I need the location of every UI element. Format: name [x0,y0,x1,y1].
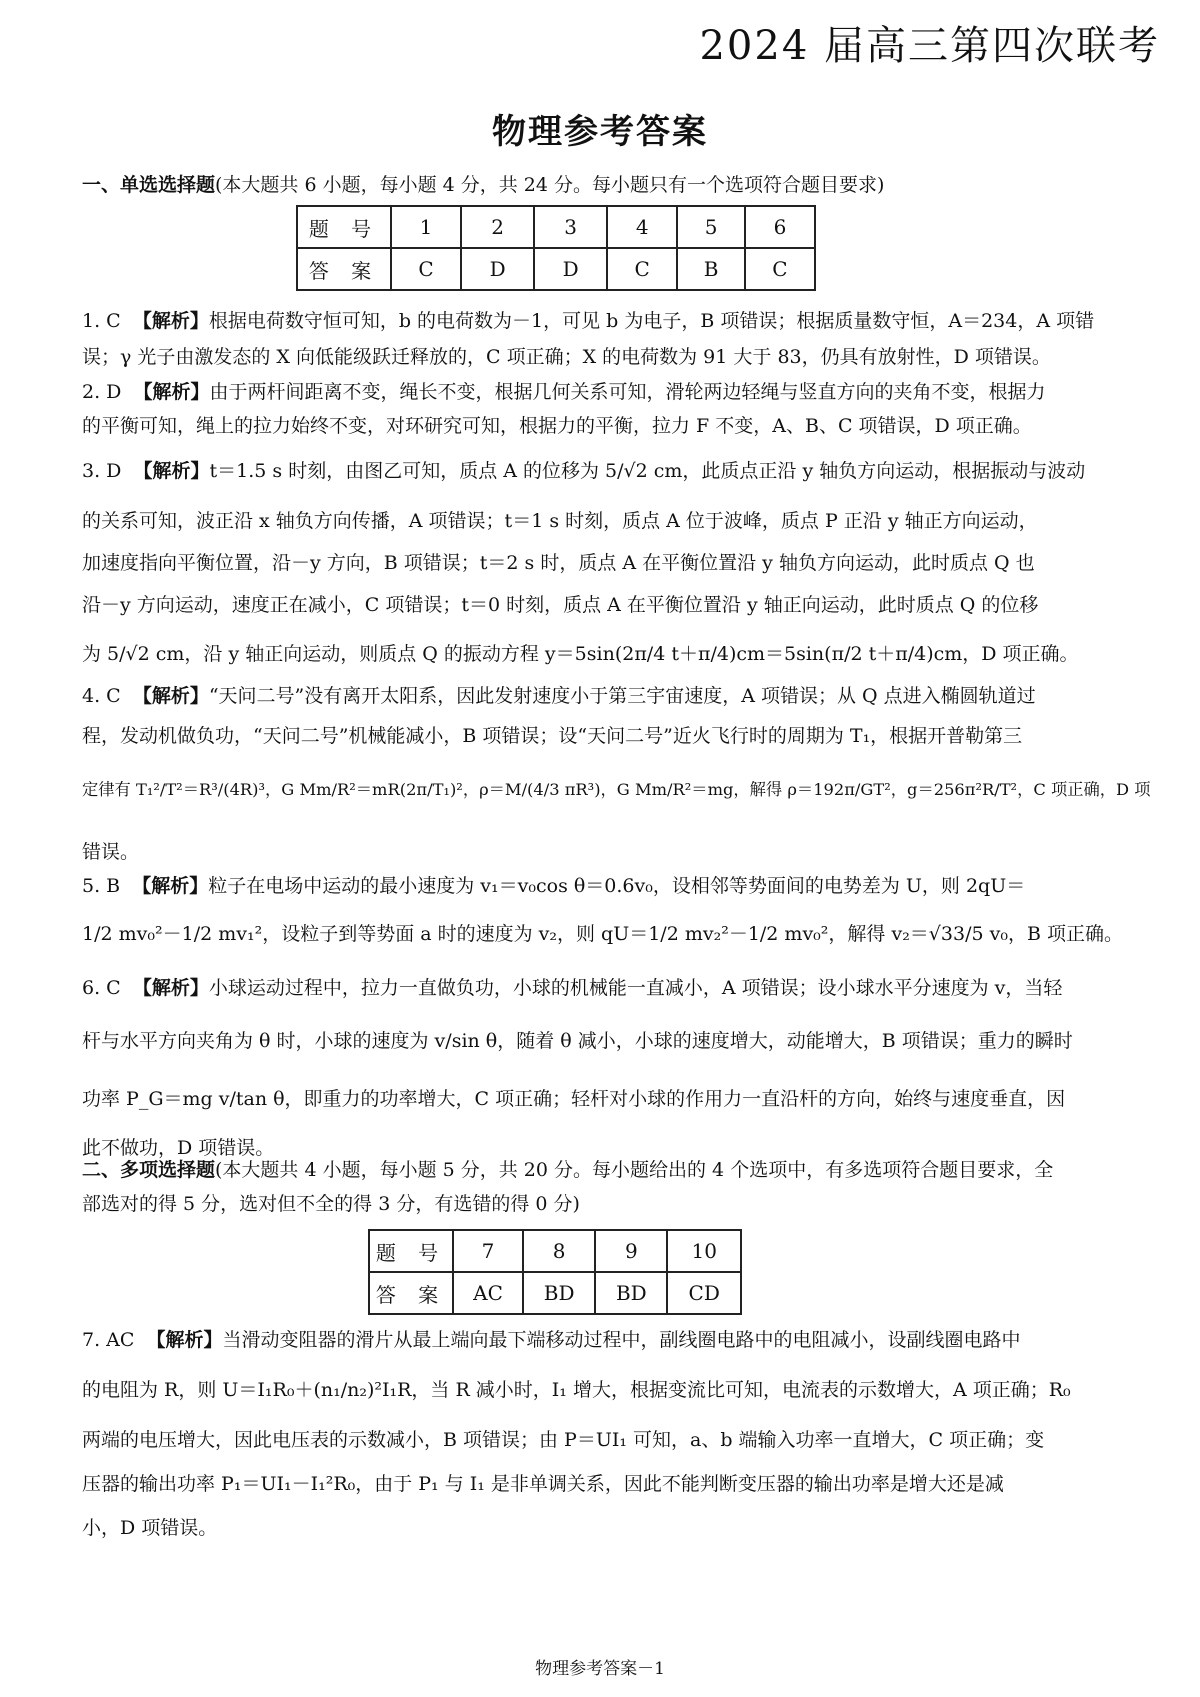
item-text: 由于两杆间距离不变，绳长不变，根据几何关系可知，滑轮两边轻绳与竖直方向的夹角不变，根据力 [209,381,1046,403]
row-label-number: 题 号 [297,206,391,248]
table-cell: 9 [595,1230,667,1272]
section-2-title: 二、多项选择题 [82,1159,216,1181]
item-number: 5. B [82,875,121,897]
item-line: 沿－y 方向运动，速度正在减小，C 项错误；t＝0 时刻，质点 A 在平衡位置沿 y 轴正向运动，此时质点 Q 的位移 [82,594,1039,616]
answer-item-2 [82,375,1162,443]
item-text: t＝1.5 s 时刻，由图乙可知，质点 A 的位移为 5/√2 cm，此质点正沿 y 轴负方向运动，根据振动与波动 [209,460,1086,482]
explain-tag: 【解析】 [133,381,210,403]
table-row-numbers [297,206,815,248]
item-line: 的关系可知，波正沿 x 轴负方向传播，A 项错误；t＝1 s 时刻，质点 A 位于波峰，质点 P 正沿 y 轴正方向运动， [82,510,1038,532]
item-line: 两端的电压增大，因此电压表的示数减小，B 项错误；由 P＝UI₁ 可知，a、b 端输入功率一直增大，C 项正确；变 [82,1429,1045,1451]
item-line [82,375,1162,409]
item-number: 2. D [82,381,122,403]
section-1-heading [82,168,1160,202]
table-cell: AC [453,1272,523,1314]
row-label-answer: 答 案 [297,248,391,290]
table-cell: 6 [745,206,815,248]
item-line [82,676,1162,716]
item-number: 4. C [82,685,121,707]
item-number: 3. D [82,460,122,482]
item-text: 小球运动过程中，拉力一直做负功，小球的机械能一直减小，A 项错误；设小球水平分速度为 v，当轻 [208,977,1063,999]
section-1-title: 一、单选选择题 [82,174,216,196]
item-text: 粒子在电场中运动的最小速度为 v₁＝v₀cos θ＝0.6v₀，设相邻等势面间的电势差为 U，则 2qU＝ [208,875,1026,897]
explain-tag: 【解析】 [132,685,209,707]
answer-item-5 [82,862,1162,958]
section-2-note: (本大题共 4 小题，每小题 5 分，共 20 分。每小题给出的 4 个选项中，有多选项符合题目要求，全 [215,1159,1054,1181]
item-line: 功率 P_G＝mg v/tan θ，即重力的功率增大，C 项正确；轻杆对小球的作用力一直沿杆的方向，始终与速度垂直，因 [82,1088,1066,1110]
item-line: 小，D 项错误。 [82,1517,218,1539]
table-cell: 2 [461,206,534,248]
answer-table-2 [368,1229,742,1315]
table-cell: 8 [523,1230,595,1272]
table-cell: D [534,248,607,290]
item-number: 1. C [82,310,121,332]
table-cell: 5 [677,206,745,248]
item-text: “天问二号”没有离开太阳系，因此发射速度小于第三宇宙速度，A 项错误；从 Q 点进入椭圆轨道过 [208,685,1036,707]
answer-item-3 [82,450,1162,682]
item-text: 当滑动变阻器的滑片从最上端向最下端移动过程中，副线圈电路中的电阻减小，设副线圈电路中 [222,1329,1021,1351]
exam-title: 2024 届高三第四次联考 [699,23,1160,69]
table-cell: C [607,248,677,290]
answer-table-1 [296,205,816,291]
section-2-heading [82,1153,1160,1221]
item-line: 的电阻为 R，则 U＝I₁R₀＋(n₁/n₂)²I₁R，当 R 减小时，I₁ 增大，根据变流比可知，电流表的示数增大，A 项正确；R₀ [82,1379,1071,1401]
table-row-numbers [369,1230,741,1272]
table-cell: C [391,248,461,290]
item-number: 7. AC [82,1329,135,1351]
item-line: 杆与水平方向夹角为 θ 时，小球的速度为 v/sin θ，随着 θ 减小，小球的速度增大，动能增大，B 项错误；重力的瞬时 [82,1030,1073,1052]
explain-tag: 【解析】 [132,310,209,332]
item-line [82,1318,1162,1362]
item-line: 错误。 [82,841,140,863]
item-line [82,964,1162,1012]
page-footer: 物理参考答案－1 [535,1659,665,1679]
item-line: 为 5/√2 cm，沿 y 轴正向运动，则质点 Q 的振动方程 y＝5sin(2π/4 t＋π/4)cm＝5sin(π/2 t＋π/4)cm，D 项正确。 [82,643,1079,665]
item-number: 6. C [82,977,121,999]
row-label-number: 题 号 [369,1230,453,1272]
item-line [82,303,1162,339]
answer-item-7 [82,1318,1162,1550]
table-cell: BD [595,1272,667,1314]
explain-tag: 【解析】 [132,977,209,999]
answer-item-6 [82,964,1162,1168]
table-row-answers [369,1272,741,1314]
answer-item-1 [82,303,1162,375]
item-line: 1/2 mv₀²－1/2 mv₁²，设粒子到等势面 a 时的速度为 v₂，则 qU＝1/2 mv₂²－1/2 mv₀²，解得 v₂＝√33/5 v₀，B 项正确。 [82,923,1123,945]
item-line: 加速度指向平衡位置，沿－y 方向，B 项错误；t＝2 s 时，质点 A 在平衡位置沿 y 轴负方向运动，此时质点 Q 也 [82,552,1035,574]
explain-tag: 【解析】 [132,875,209,897]
table-row-answers [297,248,815,290]
item-line [82,862,1162,910]
item-line: 定律有 T₁²/T²＝R³/(4R)³，G Mm/R²＝mR(2π/T₁)²，ρ＝M/(4/3 πR³)，G Mm/R²＝mg，解得 ρ＝192π/GT²，g＝256π²R/T²，C 项正确，D 项 [82,780,1151,799]
item-line: 误；γ 光子由激发态的 X 向低能级跃迁释放的，C 项正确；X 的电荷数为 91 大于 83，仍具有放射性，D 项错误。 [82,346,1051,368]
table-cell: BD [523,1272,595,1314]
explain-tag: 【解析】 [146,1329,223,1351]
table-cell: B [677,248,745,290]
table-cell: 4 [607,206,677,248]
section-2-note-cont: 部选对的得 5 分，选对但不全的得 3 分，有选错的得 0 分) [82,1193,580,1215]
table-cell: 7 [453,1230,523,1272]
table-cell: CD [667,1272,741,1314]
document-title: 物理参考答案 [492,112,708,152]
answer-item-4 [82,676,1162,880]
table-cell: 1 [391,206,461,248]
item-line: 此不做功，D 项错误。 [82,1137,275,1159]
explain-tag: 【解析】 [133,460,210,482]
item-text: 根据电荷数守恒可知，b 的电荷数为－1，可见 b 为电子，B 项错误；根据质量数守恒，A＝234，A 项错 [208,310,1095,332]
item-line: 程，发动机做负功，“天问二号”机械能减小，B 项错误；设“天问二号”近火飞行时的周期为 T₁，根据开普勒第三 [82,725,1023,747]
item-line: 的平衡可知，绳上的拉力始终不变，对环研究可知，根据力的平衡，拉力 F 不变，A、B、C 项错误，D 项正确。 [82,415,1032,437]
table-cell: D [461,248,534,290]
item-line [82,450,1162,500]
table-cell: 10 [667,1230,741,1272]
row-label-answer: 答 案 [369,1272,453,1314]
table-cell: 3 [534,206,607,248]
section-1-note: (本大题共 6 小题，每小题 4 分，共 24 分。每小题只有一个选项符合题目要求) [215,174,885,196]
item-line: 压器的输出功率 P₁＝UI₁－I₁²R₀，由于 P₁ 与 I₁ 是非单调关系，因此不能判断变压器的输出功率是增大还是减 [82,1473,1004,1495]
table-cell: C [745,248,815,290]
